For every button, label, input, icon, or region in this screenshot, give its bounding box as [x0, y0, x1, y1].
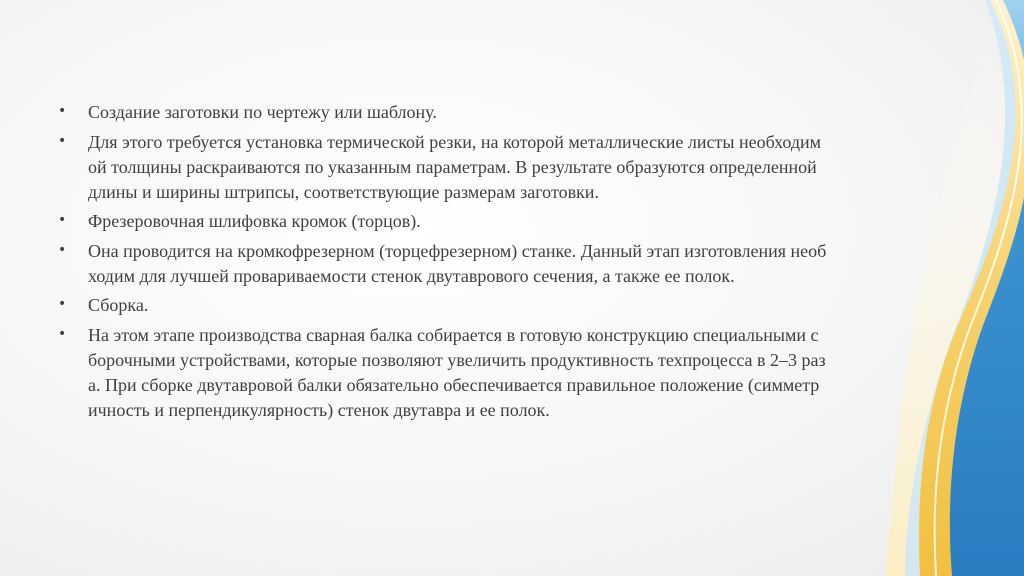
bullet-text-line: ой толщины раскраиваются по указанным параметрам. В результате образуются определенной	[88, 156, 817, 177]
bullet-icon: •	[58, 325, 67, 342]
bullet-icon: •	[58, 132, 67, 149]
bullet-text-line: ходим для лучшей провариваемости стенок двутаврового сечения, а также ее полок.	[88, 265, 735, 286]
bullet-text-line: Фрезеровочная шлифовка кромок (торцов).	[88, 211, 421, 231]
bullet-text-line: Сборка.	[88, 295, 149, 315]
bullet-text-line: Для этого требуется установка термической резки, на которой металлические листы необходим	[88, 131, 822, 152]
bullet-icon: •	[58, 241, 67, 258]
slide-body	[58, 100, 973, 427]
bullet-text-line: ичность и перпендикулярность) стенок двутавра и ее полок.	[88, 399, 550, 420]
bullet-text-line: а. При сборке двутавровой балки обязательно обеспечивается правильное положение (симметр	[88, 374, 820, 395]
bullet-item	[58, 130, 973, 205]
bullet-item	[58, 100, 973, 125]
bullet-text-line: борочными устройствами, которые позволяют увеличить продуктивность техпроцесса в 2–3 раз	[88, 349, 826, 370]
bullet-list	[58, 100, 973, 423]
bullet-text-line: Создание заготовки по чертежу или шаблону.	[88, 102, 437, 122]
bullet-text-line: На этом этапе производства сварная балка собирается в готовую конструкцию специальными с	[88, 324, 819, 345]
bullet-text-line: Она проводится на кромкофрезерном (торцефрезерном) станке. Данный этап изготовления необ	[88, 240, 827, 261]
bullet-item	[58, 239, 973, 289]
bullet-icon: •	[58, 296, 67, 312]
bullet-item	[58, 209, 973, 234]
bullet-item	[58, 293, 973, 318]
bullet-item	[58, 323, 973, 423]
bullet-text-line: длины и ширины штрипсы, соответствующие размерам заготовки.	[88, 181, 599, 202]
bullet-icon: •	[58, 103, 67, 119]
bullet-icon: •	[58, 212, 67, 228]
